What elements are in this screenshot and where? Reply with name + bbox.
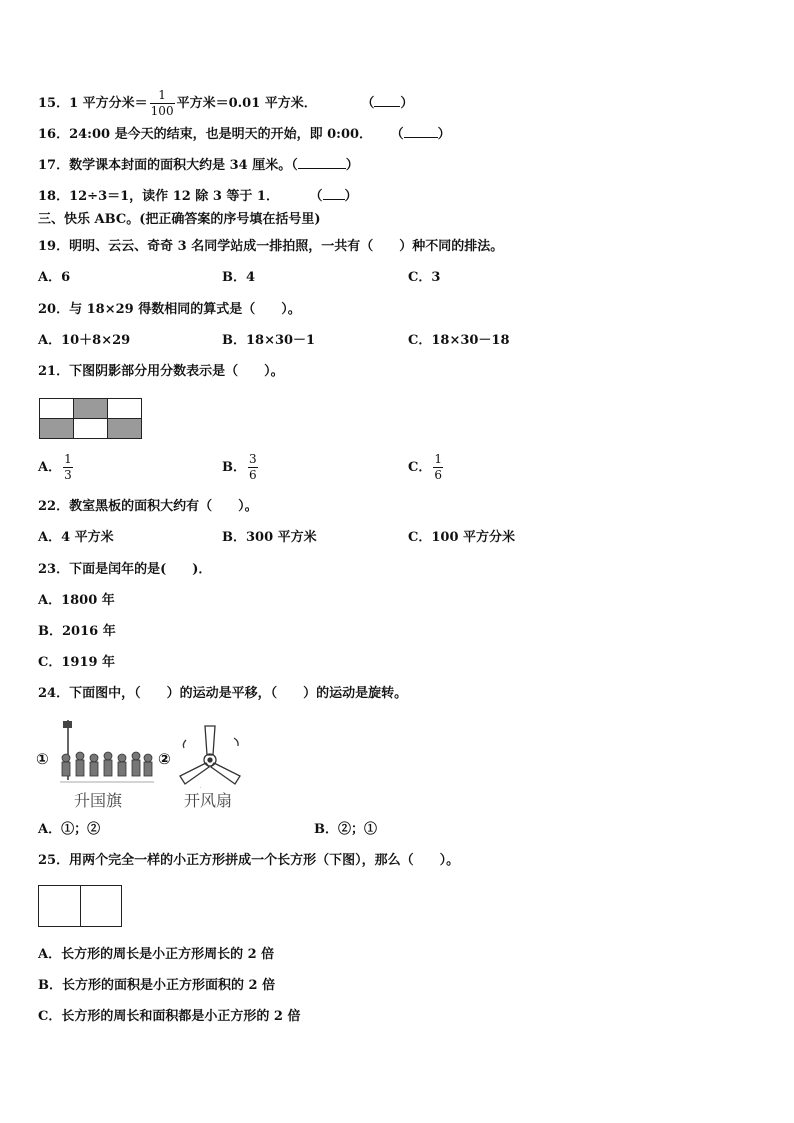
question-22: 22．教室黑板的面积大约有（ ）。 [38,499,258,514]
q19-option-c[interactable]: C．3 [408,270,441,285]
q25-rectangle-figure [38,885,122,927]
q25-option-a[interactable]: A．长方形的周长是小正方形周长的 2 倍 [38,947,275,962]
fraction-denominator: 3 [64,468,72,482]
grid-cell-shaded [74,399,108,419]
fraction-numerator: 1 [64,452,72,466]
grid-cell [74,419,108,439]
q21-option-a-label: A． [38,460,62,475]
q18-answer-paren[interactable] [310,189,358,204]
question-23: 23．下面是闰年的是( )． [38,562,212,577]
q19-option-a[interactable]: A．6 [38,270,71,285]
question-15 [38,88,413,119]
q15-close-paren: ） [400,96,414,111]
q23-option-c[interactable]: C．1919 年 [38,655,116,670]
q21-option-c[interactable] [408,452,445,483]
q17-text: 17．数学课本封面的面积大约是 34 厘米。 [38,158,292,173]
q21-option-b-label: B． [222,460,246,475]
fraction-denominator: 6 [434,468,442,482]
q15-fraction-numerator: 1 [158,88,166,102]
q22-option-c[interactable]: C．100 平方分米 [408,530,516,545]
q15-open-paren: （ [361,96,375,111]
q25-option-c[interactable]: C．长方形的周长和面积都是小正方形的 2 倍 [38,1009,301,1024]
q15-fraction-denominator: 100 [150,104,174,118]
q21-option-c-fraction [433,452,443,483]
q16-open-paren: （ [390,127,404,142]
q19-option-b[interactable]: B．4 [222,270,256,285]
q15-text-post: 平方米＝0.01 平方米． [176,96,317,111]
q16-text: 16．24:00 是今天的结束，也是明天的开始，即 0:00． [38,127,373,142]
q24-option-a[interactable]: A．①；② [38,822,101,837]
question-24: 24．下面图中，（ ）的运动是平移，（ ）的运动是旋转。 [38,686,408,701]
fraction-denominator: 6 [249,468,257,482]
q16-answer-paren[interactable] [391,127,451,142]
q16-close-paren: ） [437,127,451,142]
q17-open-paren: （ [291,158,298,173]
question-21: 21．下图阴影部分用分数表示是（ ）。 [38,364,284,379]
q21-option-b[interactable] [222,452,260,483]
q15-text-pre: 15．1 平方分米＝ [38,96,148,111]
q22-option-b[interactable]: B．300 平方米 [222,530,317,545]
q17-close-paren: ） [345,158,359,173]
q15-answer-blank[interactable] [374,94,400,107]
q23-option-b[interactable]: B．2016 年 [38,624,116,639]
question-19: 19．明明、云云、奇奇 3 名同学站成一排拍照，一共有（ ）种不同的排法。 [38,239,504,254]
q20-option-a[interactable]: A．10＋8×29 [38,333,131,348]
q24-picture-2-caption: 开风扇 [184,791,233,810]
question-25: 25．用两个完全一样的小正方形拼成一个长方形（下图），那么（ ）。 [38,853,460,868]
fraction-numerator: 1 [434,452,442,466]
q18-text: 18．12÷3＝1，读作 12 除 3 等于 1． [38,189,279,204]
grid-cell-shaded [40,419,74,439]
q15-fraction [150,88,175,119]
grid-cell-shaded [108,419,142,439]
q21-option-c-label: C． [408,460,432,475]
question-18 [38,187,358,205]
q22-option-a[interactable]: A．4 平方米 [38,530,114,545]
q20-option-b[interactable]: B．18×30－1 [222,333,316,348]
q18-answer-blank[interactable] [323,187,345,200]
q17-answer-blank[interactable] [298,156,346,169]
q24-picture-1-caption: 升国旗 [74,791,123,810]
q15-answer-paren[interactable] [361,96,413,111]
q25-square-divider [80,886,81,926]
grid-cell [108,399,142,419]
q21-option-a-fraction [63,452,73,483]
q24-picture-2-number: ② [158,750,171,768]
q24-picture-1-number: ① [36,750,49,768]
q24-option-b[interactable]: B．②；① [314,822,377,837]
q24-picture-1 [36,718,160,810]
grid-cell [40,399,74,419]
question-20: 20．与 18×29 得数相同的算式是（ ）。 [38,302,301,317]
q23-option-a[interactable]: A．1800 年 [38,593,115,608]
q16-answer-blank[interactable] [404,125,438,138]
fan-icon [158,718,248,788]
q18-close-paren: ） [344,189,358,204]
q17-answer-paren[interactable] [291,158,359,173]
question-16 [38,125,451,143]
q20-option-c[interactable]: C．18×30－18 [408,333,510,348]
section-3-heading: 三、快乐 ABC。(把正确答案的序号填在括号里) [38,212,321,227]
q21-option-a[interactable] [38,452,75,483]
q25-option-b[interactable]: B．长方形的面积是小正方形面积的 2 倍 [38,978,276,993]
q21-shaded-grid [39,398,142,439]
q21-option-b-fraction [248,452,258,483]
q24-picture-2 [158,718,248,810]
q18-open-paren: （ [309,189,323,204]
question-17 [38,156,359,174]
fraction-numerator: 3 [249,452,257,466]
